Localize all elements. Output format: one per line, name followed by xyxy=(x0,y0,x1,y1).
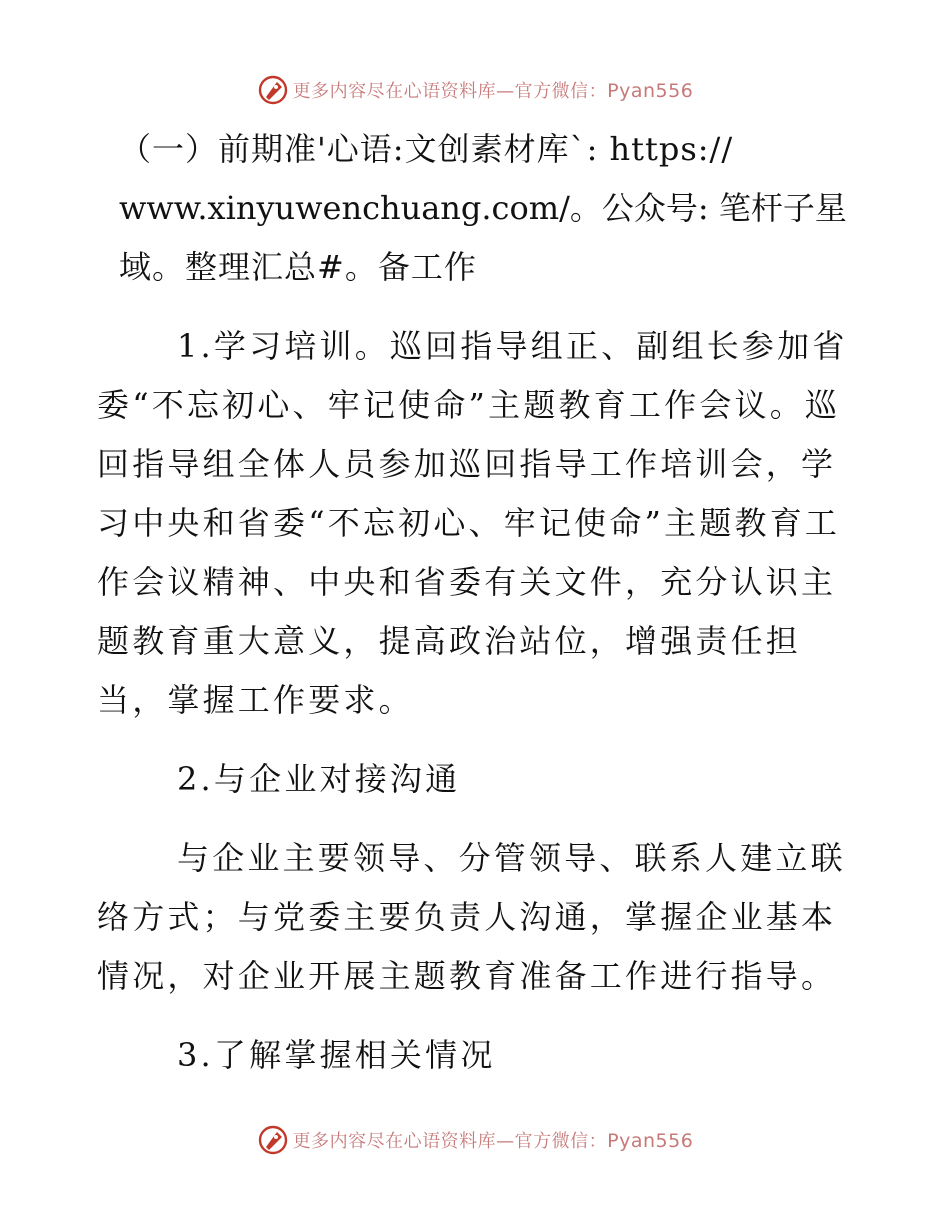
brand-label: Pyan556 xyxy=(607,80,694,102)
pen-nib-logo-icon xyxy=(257,1124,289,1156)
item-3-title: 3.了解掌握相关情况 xyxy=(177,1036,496,1074)
pen-nib-logo-icon xyxy=(257,74,289,106)
item-1-paragraph: 1.学习培训。巡回指导组正、副组长参加省委“不忘初心、牢记使命”主题教育工作会议。巡回指导组全体人员参加巡回指导工作培训会，学习中央和省委“不忘初心、牢记使命”主题教育工作会议精神、中央和省委有关文件，充分认识主题教育重大意义，提高政治站位，增强责任担当，掌握工作要求。 xyxy=(97,327,848,719)
header-watermark xyxy=(0,70,950,110)
item-2-title: 2.与企业对接沟通 xyxy=(177,760,461,798)
watermark-text: 更多内容尽在心语资料库—官方微信：Pyan556 xyxy=(292,80,694,102)
document-body xyxy=(97,120,857,1085)
watermark-text: 更多内容尽在心语资料库—官方微信：Pyan556 xyxy=(292,1130,694,1152)
item-2-paragraph: 与企业主要领导、分管领导、联系人建立联络方式；与党委主要负责人沟通，掌握企业基本情况，对企业开展主题教育准备工作进行指导。 xyxy=(97,839,846,995)
brand-label: Pyan556 xyxy=(607,1130,694,1152)
section-heading: （一）前期准'心语:文创素材库`: https:// www.xinyuwenchuang.com/。公众号: 笔杆子星 域。整理汇总#。备工作 xyxy=(119,130,847,286)
footer-watermark xyxy=(0,1120,950,1160)
